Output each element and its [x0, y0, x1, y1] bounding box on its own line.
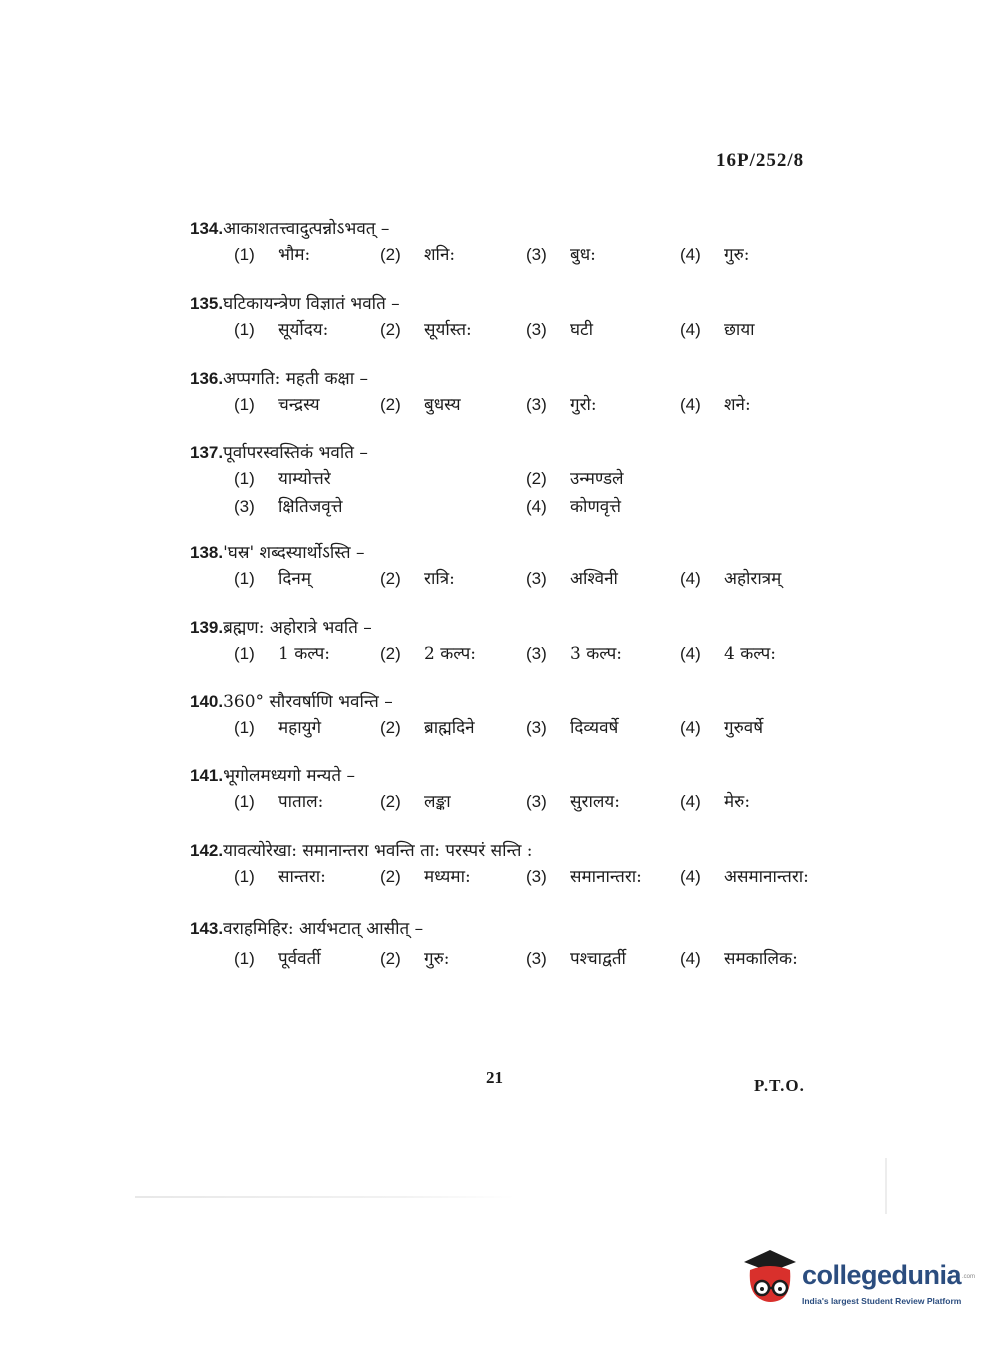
option-text: दिनम्	[278, 569, 312, 589]
question-134	[190, 216, 890, 272]
option-text: घटी	[570, 320, 594, 340]
option-number: (4)	[680, 569, 701, 588]
question-text: ब्रह्मण: अहोरात्रे भवति –	[223, 618, 372, 638]
option-4	[680, 566, 781, 589]
mascot-icon	[740, 1248, 800, 1312]
question-stem	[190, 838, 890, 864]
options	[190, 392, 890, 422]
question-text: वराहमिहिर: आर्यभटात् आसीत् –	[223, 919, 424, 939]
option-number: (1)	[234, 792, 255, 811]
option-text: समानान्तरा:	[570, 867, 642, 887]
paper-code: 16P/252/8	[716, 150, 805, 171]
option-text: पाताल:	[278, 792, 324, 812]
option-number: (4)	[680, 320, 701, 339]
option-2	[380, 242, 455, 265]
option-text: अश्विनी	[570, 569, 618, 589]
option-4	[680, 789, 750, 812]
scan-artifact-line	[135, 1196, 515, 1198]
option-number: (4)	[680, 949, 701, 968]
question-number: 138.	[190, 543, 224, 562]
question-stem	[190, 291, 890, 317]
option-text: कोणवृत्ते	[570, 497, 621, 517]
option-text: गुरुवर्षे	[724, 718, 764, 738]
question-stem	[190, 366, 890, 392]
question-number: 140.	[190, 692, 224, 711]
option-1	[234, 715, 321, 738]
option-text: मध्यमा:	[424, 867, 471, 887]
option-text: 4 कल्प:	[724, 644, 776, 664]
option-text: पश्चाद्वर्ती	[570, 949, 626, 969]
option-number: (2)	[380, 867, 401, 886]
option-2	[380, 789, 451, 812]
question-143	[190, 916, 890, 976]
page-number: 21	[486, 1068, 503, 1087]
option-number: (1)	[234, 644, 255, 663]
option-number: (2)	[380, 245, 401, 264]
option-number: (2)	[380, 395, 401, 414]
question-stem	[190, 440, 890, 466]
option-number: (1)	[234, 867, 255, 886]
question-stem	[190, 216, 890, 242]
option-number: (4)	[680, 395, 701, 414]
question-text: 'घस्र' शब्दस्यार्थोऽस्ति –	[223, 543, 365, 563]
option-number: (3)	[526, 569, 547, 588]
option-text: शनि:	[424, 245, 456, 265]
option-number: (4)	[680, 644, 701, 663]
option-2	[380, 392, 461, 415]
question-number: 135.	[190, 294, 224, 313]
question-number: 143.	[190, 919, 224, 938]
option-number: (3)	[526, 320, 547, 339]
option-number: (2)	[526, 469, 547, 488]
option-number: (1)	[234, 949, 255, 968]
options	[190, 242, 890, 272]
options	[190, 946, 890, 976]
option-3	[526, 789, 620, 812]
option-4	[680, 864, 809, 887]
option-number: (4)	[680, 792, 701, 811]
option-text: रात्रि:	[424, 569, 455, 589]
option-text: सुरालय:	[570, 792, 620, 812]
option-number: (1)	[234, 395, 255, 414]
option-number: (3)	[526, 718, 547, 737]
question-text: पूर्वापरस्वस्तिकं भवति –	[223, 443, 368, 463]
question-text: घटिकायन्त्रेण विज्ञातं भवति –	[223, 294, 400, 314]
option-2	[380, 566, 455, 589]
option-4	[680, 641, 776, 664]
option-1	[234, 789, 323, 812]
question-text: अप्पगति: महती कक्षा –	[223, 369, 369, 389]
option-3	[526, 242, 596, 265]
question-stem	[190, 615, 890, 641]
option-3	[526, 715, 618, 738]
question-text: भूगोलमध्यगो मन्यते –	[223, 766, 355, 786]
question-stem	[190, 916, 890, 942]
option-number: (3)	[526, 245, 547, 264]
question-stem	[190, 540, 890, 566]
options	[190, 789, 890, 819]
option-1	[234, 466, 331, 489]
options	[190, 715, 890, 745]
option-3	[526, 946, 626, 969]
option-3	[526, 864, 642, 887]
option-number: (1)	[234, 718, 255, 737]
option-number: (2)	[380, 569, 401, 588]
option-2	[380, 946, 449, 969]
question-number: 136.	[190, 369, 224, 388]
option-number: (3)	[526, 949, 547, 968]
option-2	[380, 864, 471, 887]
option-4	[680, 242, 749, 265]
option-number: (4)	[680, 245, 701, 264]
question-number: 141.	[190, 766, 224, 785]
question-number: 139.	[190, 618, 224, 637]
question-135	[190, 291, 890, 347]
option-2	[380, 715, 475, 738]
question-text: आकाशतत्त्वादुत्पन्नोऽभवत् –	[223, 219, 390, 239]
option-3	[526, 641, 622, 664]
options	[190, 864, 890, 894]
option-number: (3)	[526, 867, 547, 886]
question-stem	[190, 763, 890, 789]
option-text: गुरु:	[424, 949, 450, 969]
option-1	[234, 566, 311, 589]
option-2	[380, 317, 472, 340]
option-1	[234, 392, 320, 415]
option-text: छाया	[724, 320, 755, 340]
options	[190, 566, 890, 596]
option-text: गुरु:	[724, 245, 750, 265]
option-text: लङ्का	[424, 792, 451, 812]
pto-label: P.T.O.	[754, 1076, 805, 1095]
options	[190, 641, 890, 671]
option-text: गुरो:	[570, 395, 597, 415]
option-text: भौम:	[278, 245, 311, 265]
option-text: 1 कल्प:	[278, 644, 330, 664]
brand-domain: .com	[962, 1274, 976, 1280]
option-text: शने:	[724, 395, 751, 415]
question-number: 142.	[190, 841, 224, 860]
option-1	[234, 641, 330, 664]
option-3	[526, 566, 618, 589]
option-text: मेरु:	[724, 792, 751, 812]
option-number: (3)	[526, 644, 547, 663]
scan-artifact-vertical	[885, 1158, 887, 1214]
option-text: 3 कल्प:	[570, 644, 622, 664]
option-text: सूर्योदय:	[278, 320, 329, 340]
option-1	[234, 864, 326, 887]
option-number: (4)	[526, 497, 547, 516]
question-stem	[190, 689, 890, 715]
option-number: (2)	[380, 949, 401, 968]
option-text: सूर्यास्त:	[424, 320, 472, 340]
option-text: बुधस्य	[424, 395, 461, 415]
option-1	[234, 946, 321, 969]
option-2	[380, 641, 476, 664]
question-141	[190, 763, 890, 819]
question-text: 360° सौरवर्षाणि भवन्ति –	[223, 692, 393, 712]
option-text: उन्मण्डले	[570, 469, 624, 489]
option-text: चन्द्रस्य	[278, 395, 320, 415]
option-4	[680, 946, 798, 969]
question-136	[190, 366, 890, 422]
option-number: (1)	[234, 569, 255, 588]
option-text: सान्तरा:	[278, 867, 326, 887]
question-142	[190, 838, 890, 894]
option-number: (1)	[234, 469, 255, 488]
option-number: (1)	[234, 320, 255, 339]
question-138	[190, 540, 890, 596]
options	[190, 466, 890, 522]
option-number: (4)	[680, 867, 701, 886]
question-139	[190, 615, 890, 671]
option-2	[526, 466, 624, 489]
option-4	[526, 494, 621, 517]
option-text: समकालिक:	[724, 949, 798, 969]
option-number: (2)	[380, 320, 401, 339]
option-text: महायुगे	[278, 718, 322, 738]
option-4	[680, 715, 763, 738]
option-number: (2)	[380, 718, 401, 737]
option-3	[526, 317, 593, 340]
option-text: 2 कल्प:	[424, 644, 476, 664]
option-text: ब्राह्मदिने	[424, 718, 475, 738]
option-4	[680, 317, 755, 340]
option-text: असमानान्तरा:	[724, 867, 809, 887]
options	[190, 317, 890, 347]
option-3	[234, 494, 343, 517]
option-text: दिव्यवर्षे	[570, 718, 619, 738]
question-140	[190, 689, 890, 745]
option-3	[526, 392, 597, 415]
option-text: याम्योत्तरे	[278, 469, 331, 489]
option-text: बुध:	[570, 245, 596, 265]
option-text: अहोरात्रम्	[724, 569, 782, 589]
option-number: (4)	[680, 718, 701, 737]
brand-name: collegedunia	[802, 1260, 962, 1290]
option-1	[234, 317, 328, 340]
question-text: यावत्योरेखा: समानान्तरा भवन्ति ता: परस्परं सन्ति :	[223, 841, 533, 861]
brand-tagline: India's largest Student Review Platform	[802, 1296, 962, 1306]
option-1	[234, 242, 310, 265]
question-number: 134.	[190, 219, 224, 238]
option-text: क्षितिजवृत्ते	[278, 497, 343, 517]
collegedunia-watermark	[740, 1248, 976, 1318]
option-text: पूर्ववर्ती	[278, 949, 321, 969]
question-137	[190, 440, 890, 522]
option-number: (3)	[526, 792, 547, 811]
option-number: (3)	[234, 497, 255, 516]
option-number: (1)	[234, 245, 255, 264]
question-number: 137.	[190, 443, 224, 462]
option-4	[680, 392, 751, 415]
option-number: (3)	[526, 395, 547, 414]
option-number: (2)	[380, 644, 401, 663]
option-number: (2)	[380, 792, 401, 811]
